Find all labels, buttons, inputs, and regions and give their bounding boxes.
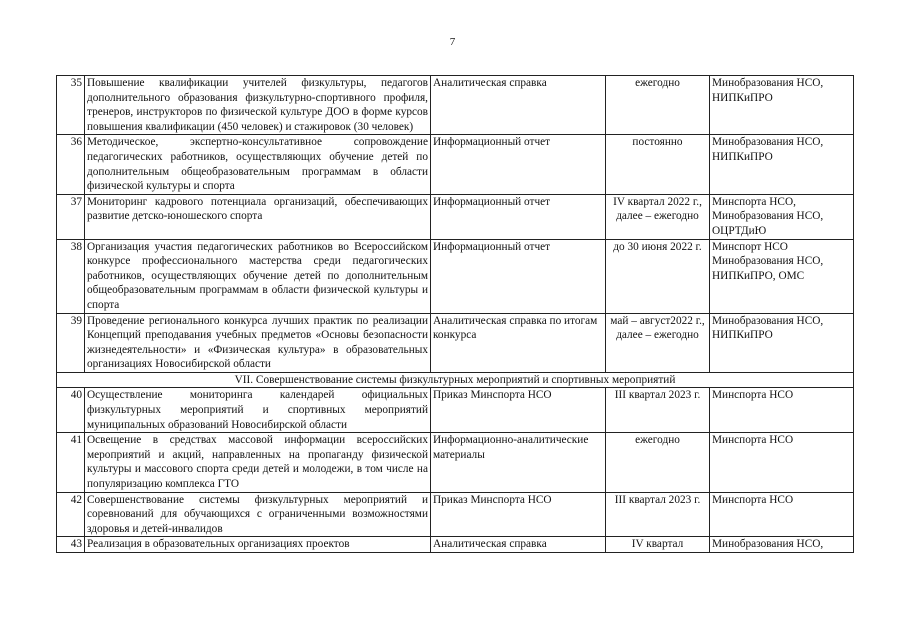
responsible-cell: Минобразования НСО, НИПКиПРО xyxy=(710,135,854,194)
row-number: 42 xyxy=(57,492,85,537)
event-cell: Повышение квалификации учителей физкультуры, педагогов дополнительного образования физкультурно-спортивного профиля, тренеров, инструкторов по физической культуре ДОО в форме курсов повышения квалификации (450 человек) и стажировок (30 человек) xyxy=(85,76,431,135)
event-cell: Реализация в образовательных организациях проектов xyxy=(85,537,431,553)
event-cell: Проведение регионального конкурса лучших практик по реализации Концепций преподавания учебных предметов «Основы безопасности жизнедеятельности» и «Физическая культура» в образовательных организациях Новосибирской области xyxy=(85,313,431,372)
table-row xyxy=(57,313,854,372)
responsible-cell: Минспорт НСО Минобразования НСО, НИПКиПРО, ОМС xyxy=(710,239,854,313)
row-number: 40 xyxy=(57,388,85,433)
responsible-cell: Минобразования НСО, НИПКиПРО xyxy=(710,313,854,372)
document-cell: Аналитическая справка xyxy=(431,76,606,135)
event-cell: Совершенствование системы физкультурных мероприятий и соревнований для обучающихся с ограниченными возможностями здоровья и детей-инвалидов xyxy=(85,492,431,537)
deadline-cell: до 30 июня 2022 г. xyxy=(606,239,710,313)
row-number: 35 xyxy=(57,76,85,135)
event-cell: Методическое, экспертно-консультативное сопровождение педагогических работников, осуществляющих обучение детей по дополнительным общеобразовательным программам в области физической культуры и спорта xyxy=(85,135,431,194)
responsible-cell: Минспорта НСО xyxy=(710,492,854,537)
responsible-cell: Минобразования НСО, НИПКиПРО xyxy=(710,76,854,135)
section-row xyxy=(57,372,854,388)
deadline-cell: IV квартал xyxy=(606,537,710,553)
row-number: 39 xyxy=(57,313,85,372)
event-cell: Организация участия педагогических работников во Всероссийском конкурсе профессионального мастерства среди педагогических работников, осуществляющих обучение детей по дополнительным общеобразовательным программам в области физической культуры и спорта xyxy=(85,239,431,313)
row-number: 41 xyxy=(57,433,85,492)
row-number: 43 xyxy=(57,537,85,553)
responsible-cell: Минспорта НСО xyxy=(710,433,854,492)
document-cell: Информационный отчет xyxy=(431,194,606,239)
section-title: VII. Совершенствование системы физкультурных мероприятий и спортивных мероприятий xyxy=(57,372,854,388)
table-row xyxy=(57,433,854,492)
event-cell: Мониторинг кадрового потенциала организаций, обеспечивающих развитие детско-юношеского спорта xyxy=(85,194,431,239)
row-number: 38 xyxy=(57,239,85,313)
table-row xyxy=(57,388,854,433)
page-number: 7 xyxy=(449,36,456,48)
document-cell: Аналитическая справка по итогам конкурса xyxy=(431,313,606,372)
deadline-cell: ежегодно xyxy=(606,433,710,492)
deadline-cell: ежегодно xyxy=(606,76,710,135)
event-cell: Осуществление мониторинга календарей официальных физкультурных мероприятий и спортивных мероприятий муниципальных образований Новосибирской области xyxy=(85,388,431,433)
deadline-cell: IV квартал 2022 г., далее – ежегодно xyxy=(606,194,710,239)
document-cell: Аналитическая справка xyxy=(431,537,606,553)
row-number: 36 xyxy=(57,135,85,194)
responsible-cell: Минспорта НСО xyxy=(710,388,854,433)
document-cell: Приказ Минспорта НСО xyxy=(431,492,606,537)
document-cell: Приказ Минспорта НСО xyxy=(431,388,606,433)
deadline-cell: III квартал 2023 г. xyxy=(606,492,710,537)
table-row xyxy=(57,76,854,135)
document-cell: Информационно-аналитические материалы xyxy=(431,433,606,492)
responsible-cell: Минобразования НСО, xyxy=(710,537,854,553)
table-row xyxy=(57,135,854,194)
table-body xyxy=(57,76,854,553)
table-row xyxy=(57,239,854,313)
document-cell: Информационный отчет xyxy=(431,135,606,194)
table-row xyxy=(57,492,854,537)
deadline-cell: постоянно xyxy=(606,135,710,194)
event-cell: Освещение в средствах массовой информации всероссийских мероприятий и акций, направленных на пропаганду физической культуры и массового спорта среди детей и молодежи, в том числе на популяризацию комплекса ГТО xyxy=(85,433,431,492)
table-row xyxy=(57,194,854,239)
measures-table xyxy=(56,75,854,553)
deadline-cell: III квартал 2023 г. xyxy=(606,388,710,433)
deadline-cell: май – август2022 г., далее – ежегодно xyxy=(606,313,710,372)
responsible-cell: Минспорта НСО, Минобразования НСО, ОЦРТДиЮ xyxy=(710,194,854,239)
document-cell: Информационный отчет xyxy=(431,239,606,313)
row-number: 37 xyxy=(57,194,85,239)
table-row xyxy=(57,537,854,553)
